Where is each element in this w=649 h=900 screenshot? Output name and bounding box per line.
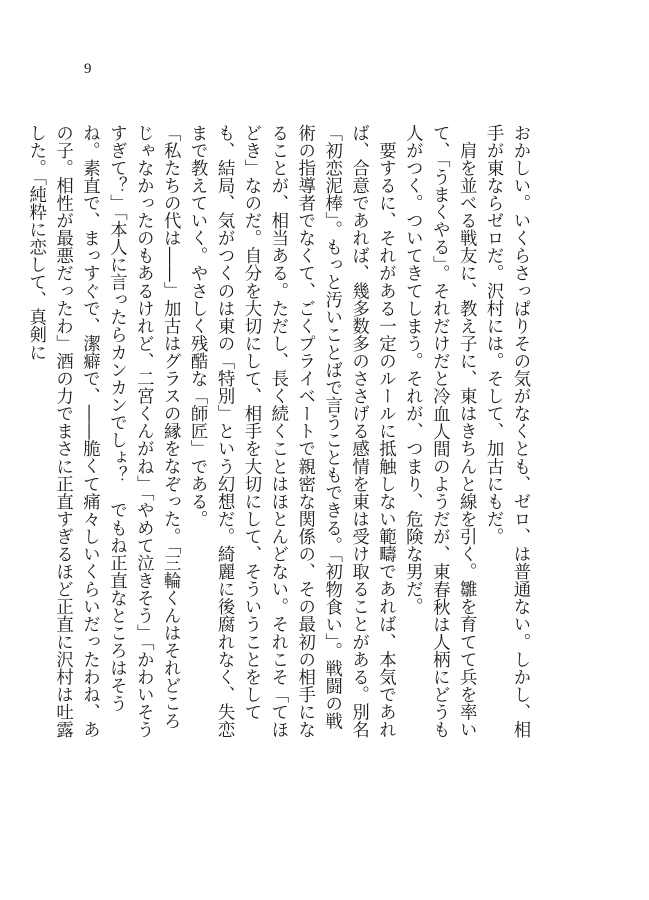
paragraph: 要するに、それがある一定のルールに抵触しない範疇であれば、本気であれば、合意であれば、幾多数多のささげる感情を東は受け取ることがある。別名「初恋泥棒」。もっと汚いことばで言うこともできる。「初物食い」。戦闘の戦術の指導者でなくて、ごくプライベートで親密な関係の、その最初の相手になることが、相当ある。ただし、長く続くことはほとんどない。それこそ「てほどき」なのだ。自分を大切にして、相手を大切にして、そういうことをしても、結局、気がつくのは東の「特別」という幻想だ。綺麗に後腐れなく、失恋まで教えていく。やさしく残酷な「師匠」である。: [187, 124, 396, 739]
page-number: 9: [84, 61, 92, 77]
paragraph: 「私たちの代は――」加古はグラスの縁をなぞった。「三輪くんはそれどころじゃなかったのもあるけれど、二宮くんがね」「やめて泣きそう」「かわいそうすぎて？」「本人に言ったらカンカンでしょ？ でもね正直なところはそうね。素直で、まっすぐで、潔癖で、――脆くて痛々しいくらいだったわね、あの子。相性が最悪だったわ」酒の力でまさに正直すぎるほど正直に沢村は吐露した。「純粋に恋して、真剣に: [25, 124, 181, 739]
paragraph: 肩を並べる戦友に、教え子に、東はきちんと線を引く。雛を育てて兵を率いて、「うまくやる」。それだけだと冷血人間のようだが、東春秋は人柄にどうも人がつく。ついてきてしまう。それが、つまり、危険な男だ。: [402, 124, 477, 739]
paragraph: おかしい。いくらさっぱりその気がなくとも、ゼロ、は普通ない。しかし、相手が東ならゼロだ。沢村には。そして、加古にもだ。: [483, 124, 530, 739]
vertical-body-text: [25, 124, 533, 744]
